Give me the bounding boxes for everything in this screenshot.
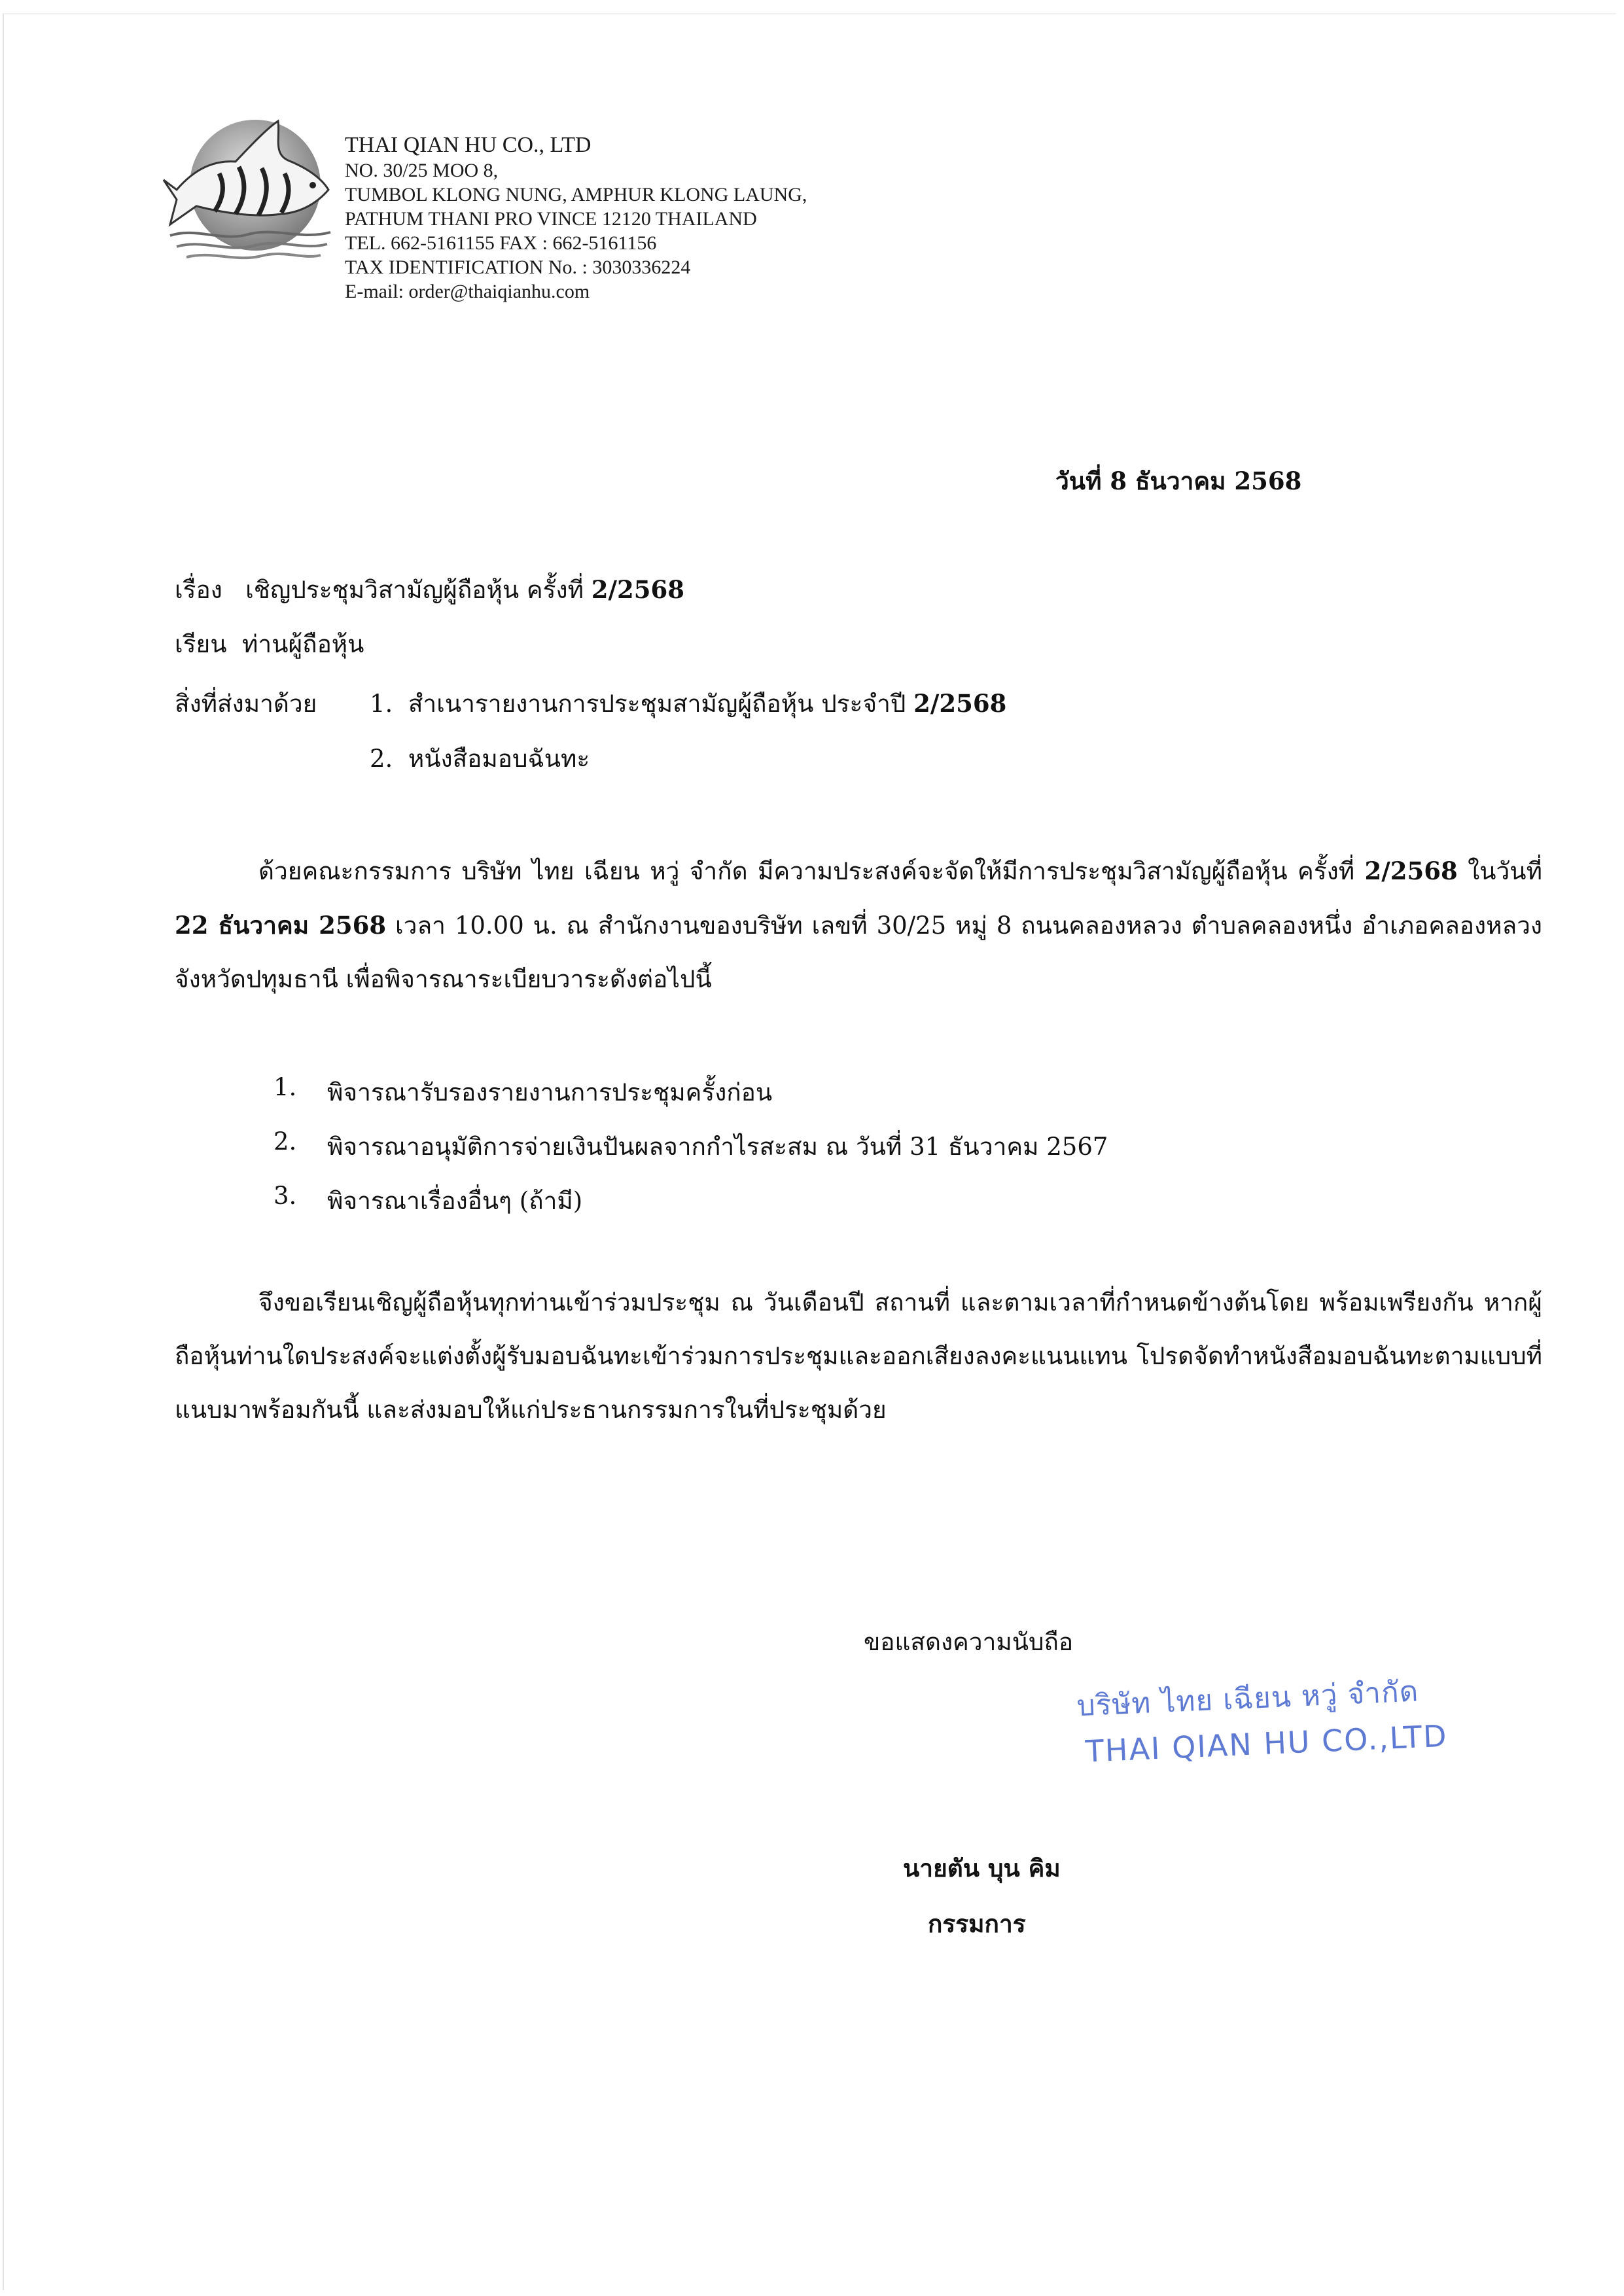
meeting-date: 22 ธันวาคม 2568 <box>175 911 387 940</box>
enclosures-label: สิ่งที่ส่งมาด้วย <box>175 690 317 718</box>
stamp-thai-text: บริษัท ไทย เฉียน หวู่ จำกัด <box>1076 1674 1420 1723</box>
enclosure-number: 2. <box>370 745 393 773</box>
address-line: NO. 30/25 MOO 8, <box>345 160 499 181</box>
company-address-block <box>345 132 807 304</box>
to-text: ท่านผู้ถือหุ้น <box>242 630 364 658</box>
phone-fax: TEL. 662-5161155 FAX : 662-5161156 <box>345 232 657 254</box>
company-stamp <box>1076 1667 1447 1801</box>
enclosure-number: 1. <box>370 690 393 718</box>
company-name: THAI QIAN HU CO., LTD <box>345 133 591 157</box>
recipient-line <box>175 625 364 663</box>
agenda-item: พิจารณาอนุมัติการจ่ายเงินปันผลจากกำไรสะสม ณ วันที่ 31 ธันวาคม 2567 <box>327 1133 1108 1161</box>
subject-label: เรื่อง <box>175 576 222 604</box>
agenda-item: พิจารณาเรื่องอื่นๆ (ถ้ามี) <box>327 1187 583 1215</box>
subject-text: เชิญประชุมวิสามัญผู้ถือหุ้น ครั้งที่ <box>245 576 584 604</box>
subject-line <box>175 571 684 609</box>
signer-name: นายตัน บุน คิม <box>903 1854 1061 1882</box>
subject-number: 2/2568 <box>591 575 685 604</box>
address-line: TUMBOL KLONG NUNG, AMPHUR KLONG LAUNG, <box>345 184 807 205</box>
para1-text: ด้วยคณะกรรมการ บริษัท ไทย เฉียน หวู่ จำกัด มีความประสงค์จะจัดให้มีการประชุมวิสามัญผู้ถือหุ้น ครั้งที่ <box>258 857 1355 885</box>
body-paragraph-proxy: จึงขอเรียนเชิญผู้ถือหุ้นทุกท่านเข้าร่วมประชุม ณ วันเดือนปี สถานที่ และตามเวลาที่กำหนดข้างต้นโดย พร้อมเพรียงกัน หากผู้ถือหุ้นท่านใดประสงค์จะแต่งตั้งผู้รับมอบฉันทะเข้าร่วมการประชุมและออกเสียงลงคะแนนแทน โปรดจัดทำหนังสือมอบฉันทะตามแบบที่แนบมาพร้อมกันนี้ และส่งมอบให้แก่ประธานกรรมการในที่ประชุมด้วย <box>175 1288 1542 1424</box>
enclosure-bold: 2/2568 <box>913 689 1007 718</box>
enclosure-item <box>370 684 1006 723</box>
enclosure-text: สำเนารายงานการประชุมสามัญผู้ถือหุ้น ประจำปี <box>408 690 906 718</box>
tax-id: TAX IDENTIFICATION No. : 3030336224 <box>345 256 691 278</box>
stamp-english-text: THAI QIAN HU CO.,LTD <box>1084 1718 1449 1769</box>
agenda-number: 3. <box>274 1182 297 1210</box>
closing-salutation: ขอแสดงความนับถือ <box>864 1628 1074 1656</box>
agenda-item: พิจารณารับรองรายงานการประชุมครั้งก่อน <box>327 1078 773 1106</box>
enclosure-text: หนังสือมอบฉันทะ <box>408 745 590 773</box>
to-label: เรียน <box>175 630 227 658</box>
email: E-mail: order@thaiqianhu.com <box>345 281 590 302</box>
agenda-number: 2. <box>274 1127 297 1156</box>
signer-position: กรรมการ <box>928 1909 1026 1938</box>
body-paragraph-invitation <box>175 844 1542 1006</box>
enclosure-item <box>370 739 590 778</box>
para1-text: ในวันที่ <box>1468 857 1542 885</box>
para1-text: เวลา 10.00 น. ณ สำนักงานของบริษัท เลขที่ 30/25 หมู่ 8 ถนนคลองหลวง ตำบลคลองหนึ่ง อำเภอคลองหลวง จังหวัดปทุมธานี เพื่อพิจารณาระเบียบวาระดังต่อไปนี้ <box>175 911 1542 993</box>
letter-date: วันที่ 8 ธันวาคม 2568 <box>1055 467 1302 495</box>
agenda-number: 1. <box>274 1073 297 1101</box>
meeting-number: 2/2568 <box>1364 857 1458 885</box>
address-line: PATHUM THANI PRO VINCE 12120 THAILAND <box>345 208 757 230</box>
arowana-fish-logo-icon <box>157 115 340 278</box>
